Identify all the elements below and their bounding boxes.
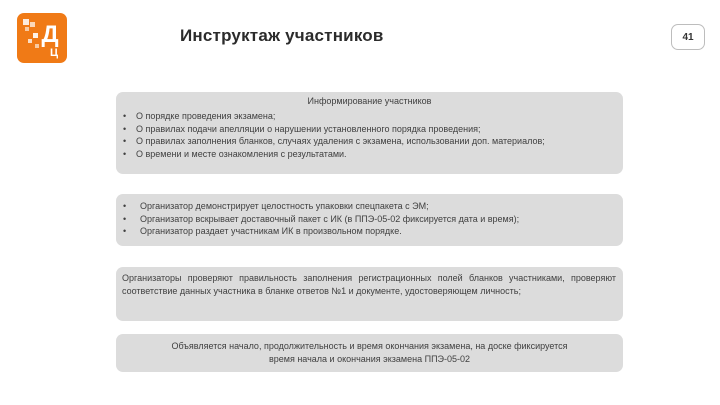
- logo-sub-letter: Ц: [49, 47, 59, 59]
- start-box: [116, 334, 623, 372]
- list-item: • О времени и месте ознакомления с результатами.: [123, 148, 347, 159]
- page-title: Инструктаж участников: [180, 26, 384, 45]
- list-item: • Организатор раздает участникам ИК в произвольном порядке.: [123, 226, 402, 236]
- page-number: 41: [671, 24, 705, 50]
- list-item: • О правилах заполнения бланков, случаях удаления с экзамена, использовании доп. материалов;: [123, 136, 545, 146]
- list-item: • О порядке проведения экзамена;: [123, 111, 276, 121]
- list-item: • Организатор вскрывает доставочный пакет с ИК (в ППЭ-05-02 фиксируется дата и время);: [123, 213, 520, 224]
- start-text: [136, 340, 603, 365]
- logo-letter: Д: [41, 21, 59, 48]
- check-box: [116, 267, 623, 321]
- start-text-line1: Объявляется начало, продолжительность и время окончания экзамена, на доске фиксируется: [171, 341, 568, 351]
- logo: [17, 13, 67, 63]
- check-text: Организаторы проверяют правильность заполнения регистрационных полей бланков участниками, проверяют соответствие данных участника в бланке ответов №1 и документе, удостоверяющем личность;: [122, 273, 616, 296]
- start-text-line2: время начала и окончания экзамена ППЭ-05-02: [268, 353, 471, 364]
- informing-box: [116, 92, 623, 174]
- list-item: • Организатор демонстрирует целостность упаковки спецпакета с ЭМ;: [123, 201, 429, 211]
- list-item: • О правилах подачи апелляции о нарушении установленного порядка проведения;: [123, 123, 481, 134]
- informing-list: [123, 110, 545, 160]
- logo-icon: [17, 13, 67, 63]
- organizer-box: [116, 194, 623, 246]
- informing-title: Информирование участников: [307, 96, 432, 106]
- organizer-list: [123, 200, 519, 238]
